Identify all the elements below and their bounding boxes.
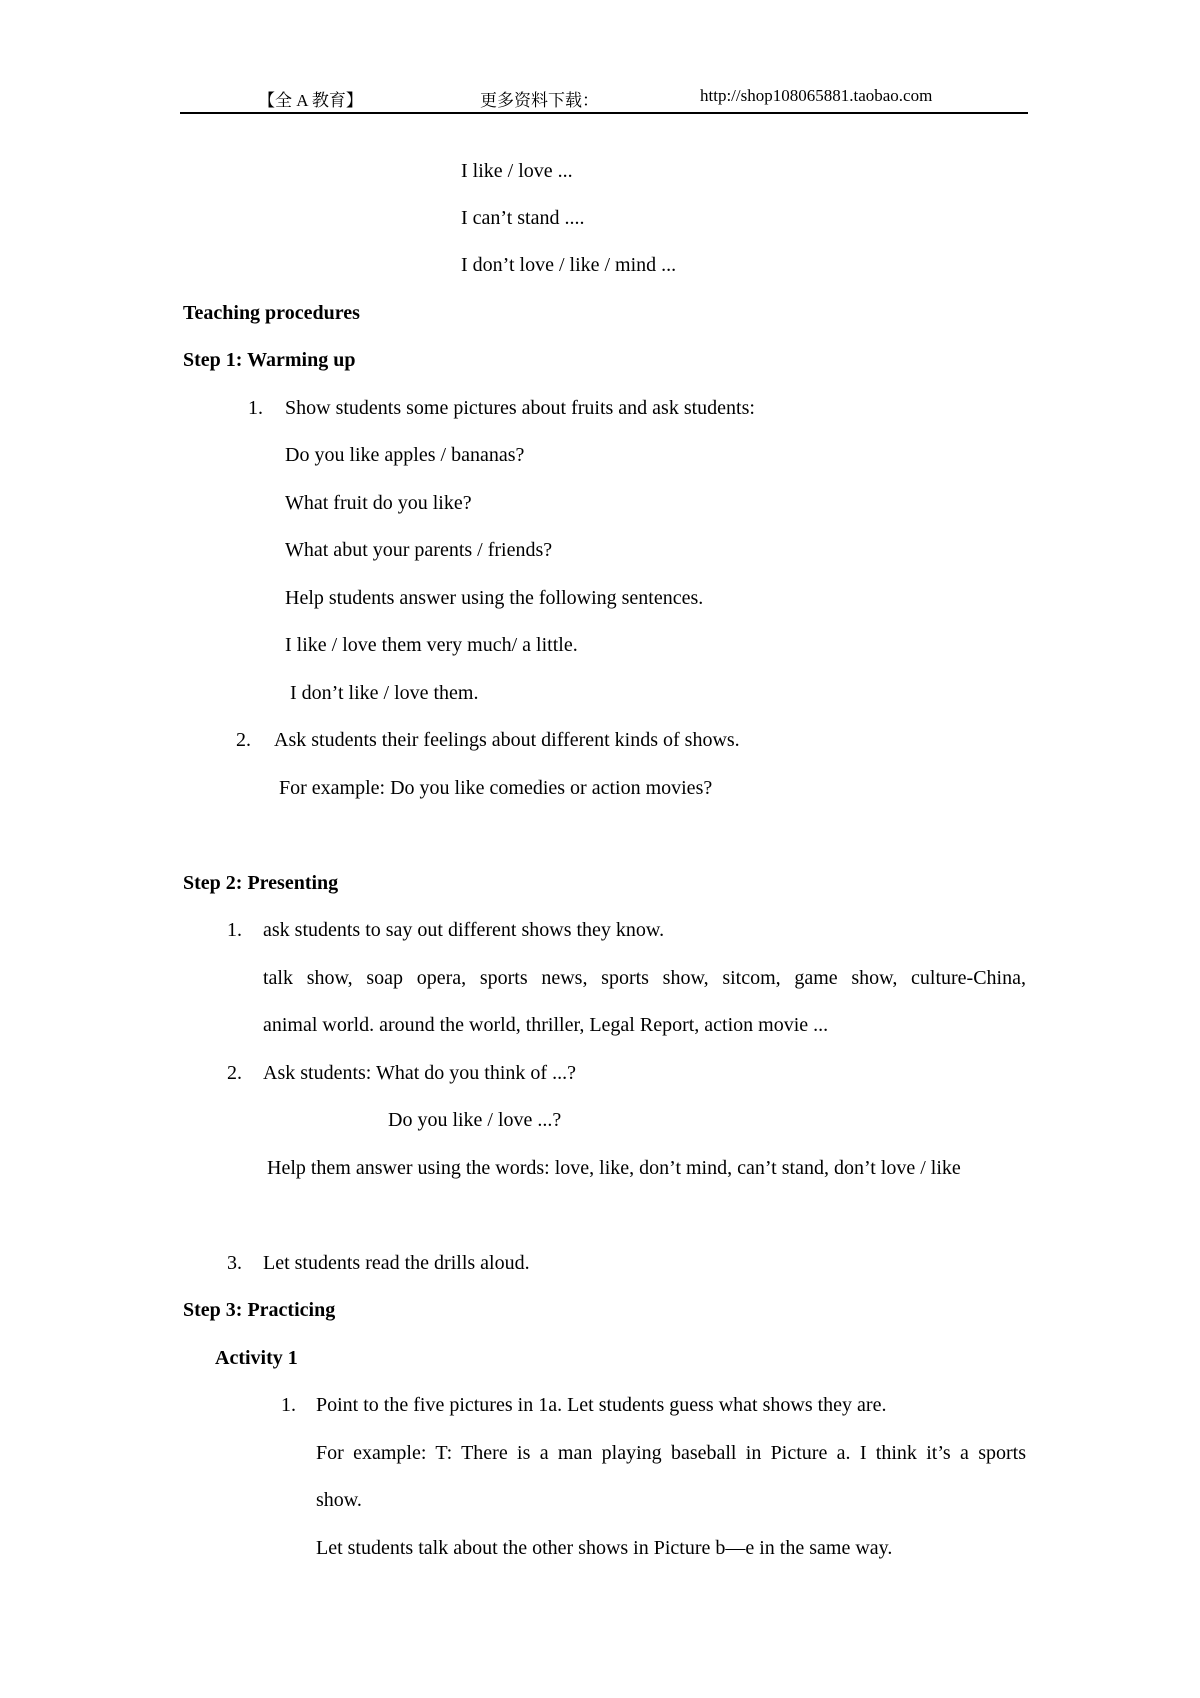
- drill-line: I like / love ...: [461, 160, 573, 182]
- step1-item1-line: What abut your parents / friends?: [285, 539, 553, 561]
- step1-item1-line: I like / love them very much/ a little.: [285, 634, 578, 656]
- step2-shows-line: animal world. around the world, thriller, Legal Report, action movie ...: [263, 1014, 829, 1036]
- procedures-heading: Teaching procedures: [183, 302, 360, 324]
- step1-item1-line: Do you like apples / bananas?: [285, 444, 525, 466]
- step2-item1-text: ask students to say out different shows they know.: [263, 919, 665, 941]
- step2-item3-text: Let students read the drills aloud.: [263, 1252, 530, 1274]
- step3-item1-text: Point to the five pictures in 1a. Let students guess what shows they are.: [316, 1394, 887, 1416]
- step1-item2-number: 2.: [236, 729, 251, 751]
- step1-item1-line: What fruit do you like?: [285, 492, 472, 514]
- step2-shows-line: talk show, soap opera, sports news, sports show, sitcom, game show, culture-China,: [263, 967, 1026, 989]
- step3-example-line: show.: [316, 1489, 362, 1511]
- step1-item2-text: Ask students their feelings about different kinds of shows.: [274, 729, 740, 751]
- step3-example-line: For example: T: There is a man playing baseball in Picture a. I think it’s a sports: [316, 1442, 1026, 1464]
- step1-title: Step 1: Warming up: [183, 349, 356, 371]
- step3-title: Step 3: Practicing: [183, 1299, 336, 1321]
- step2-item2-number: 2.: [227, 1062, 242, 1084]
- header-brand: 【全 A 教育】: [258, 91, 363, 110]
- step2-item1-number: 1.: [227, 919, 242, 941]
- step2-title: Step 2: Presenting: [183, 872, 339, 894]
- header-url: http://shop108065881.taobao.com: [700, 86, 933, 105]
- step1-item1-line: Help students answer using the following sentences.: [285, 587, 704, 609]
- step3-item1-number: 1.: [281, 1394, 296, 1416]
- step1-item2-example: For example: Do you like comedies or action movies?: [279, 777, 713, 799]
- header-more-resources: 更多资料下载：: [480, 91, 599, 110]
- step2-item2-help: Help them answer using the words: love, like, don’t mind, can’t stand, don’t love / like: [267, 1157, 961, 1179]
- step2-item2-question: Do you like / love ...?: [388, 1109, 562, 1131]
- activity-heading: Activity 1: [215, 1347, 298, 1369]
- step2-item2-text: Ask students: What do you think of ...?: [263, 1062, 576, 1084]
- step2-item3-number: 3.: [227, 1252, 242, 1274]
- step3-item1-last: Let students talk about the other shows in Picture b—e in the same way.: [316, 1537, 893, 1559]
- drill-line: I don’t love / like / mind ...: [461, 254, 677, 276]
- step1-item1-line: I don’t like / love them.: [290, 682, 479, 704]
- step1-item1-text: Show students some pictures about fruits and ask students:: [285, 397, 755, 419]
- drill-line: I can’t stand ....: [461, 207, 585, 229]
- step1-item1-number: 1.: [248, 397, 263, 419]
- page-header: [180, 84, 1028, 114]
